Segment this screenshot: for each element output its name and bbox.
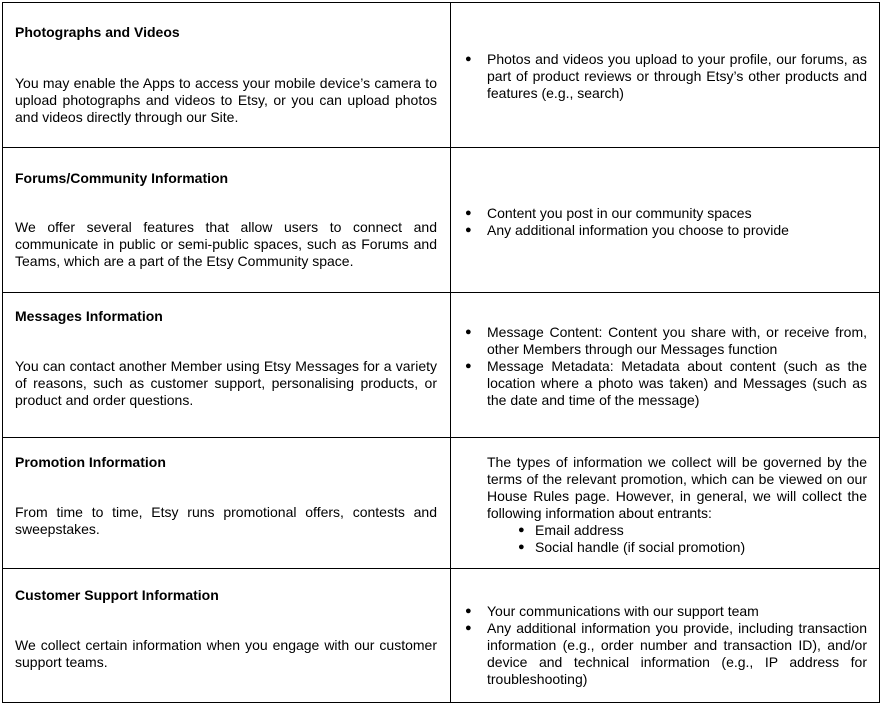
category-description: We offer several features that allow users to connect and communicate in public or semi-public spaces, such as Forums and Teams, which are a part of the Etsy Community space. [15,219,437,269]
data-collection-table [2,2,880,703]
sub-list [487,522,867,556]
category-cell [3,293,451,437]
category-description: From time to time, Etsy runs promotional offers, contests and sweepstakes. [15,504,437,537]
list-item: ● Content you post in our community spaces [487,205,867,222]
table-row [3,293,879,438]
category-cell [3,438,451,568]
category-cell [3,569,451,702]
category-cell [3,3,451,147]
category-heading: Messages Information [15,308,163,324]
table-row [3,438,879,569]
details-cell [451,569,879,702]
promotion-intro-text: The types of information we collect will be governed by the terms of the relevant promotion, which can be viewed on our House Rules page. However, in general, we will collect the following information about entrants: [487,454,867,521]
category-description: You may enable the Apps to access your mobile device’s camera to upload photographs and videos to Etsy, or you can upload photos and videos directly through our Site. [15,75,437,125]
details-cell [451,148,879,292]
category-description: You can contact another Member using Etsy Messages for a variety of reasons, such as customer support, personalising products, or product and order questions. [15,358,437,408]
list-item: ● Any additional information you provide, including transaction information (e.g., order number and transaction ID), and/or device and technical information (e.g., IP address for troubleshooting) [487,620,867,688]
category-description: We collect certain information when you engage with our customer support teams. [15,637,437,670]
category-heading: Forums/Community Information [15,170,229,186]
list-item: ● Message Metadata: Metadata about content (such as the location where a photo was taken) and Messages (such as the date and time of the message) [487,358,867,409]
category-cell [3,148,451,292]
details-cell [451,293,879,437]
list-item: ● Social handle (if social promotion) [535,539,867,556]
details-cell [451,3,879,147]
category-heading: Customer Support Information [15,587,219,603]
list-item: ● Email address [535,522,867,539]
details-list [487,324,867,409]
category-heading: Promotion Information [15,454,166,470]
promotion-intro [487,454,867,556]
details-list [487,603,867,688]
details-list [487,205,867,239]
list-item: ● Photos and videos you upload to your profile, our forums, as part of product reviews or through Etsy’s other products and features (e.g., search) [487,51,867,102]
details-list [487,51,867,102]
details-cell [451,438,879,568]
list-item: ● Message Content: Content you share with, or receive from, other Members through our Messages function [487,324,867,358]
category-heading: Photographs and Videos [15,24,180,40]
table-row [3,148,879,293]
list-item: ● Any additional information you choose to provide [487,222,867,239]
list-item: ● Your communications with our support team [487,603,867,620]
table-row [3,3,879,148]
table-row [3,569,879,702]
